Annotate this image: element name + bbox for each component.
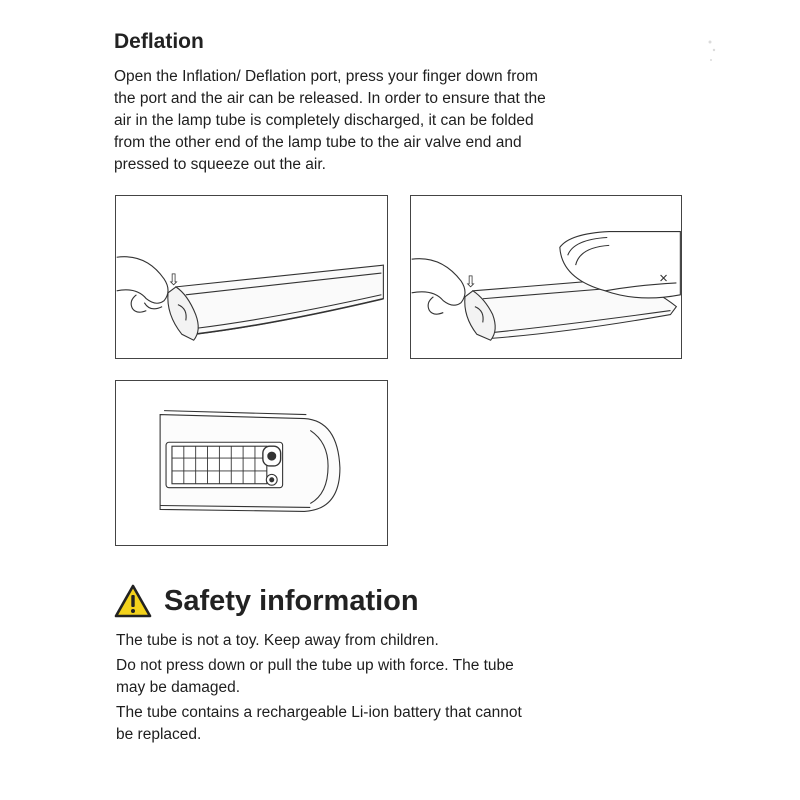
- illustration-folded-tube: [116, 381, 387, 545]
- figure-press-port: [115, 195, 388, 359]
- safety-line: Do not press down or pull the tube up with force. The tube: [116, 657, 514, 674]
- deflation-line: the port and the air can be released. In order to ensure that the: [114, 90, 546, 107]
- safety-header: [114, 584, 419, 618]
- figure-folded-tube: [115, 380, 388, 546]
- deflation-heading: Deflation: [114, 30, 204, 53]
- safety-line: may be damaged.: [116, 679, 241, 696]
- deflation-line: air in the lamp tube is completely discharged, it can be folded: [114, 112, 534, 129]
- safety-line: The tube is not a toy. Keep away from children.: [116, 632, 439, 649]
- warning-triangle-icon: [114, 584, 152, 618]
- safety-line: The tube contains a rechargeable Li-ion battery that cannot: [116, 704, 522, 721]
- illustration-press-port: [116, 196, 387, 358]
- figure-fold-tube: [410, 195, 682, 359]
- illustration-fold-tube: [411, 196, 681, 358]
- safety-title: Safety information: [164, 584, 419, 617]
- safety-item: [116, 702, 586, 746]
- scan-speck: [706, 36, 718, 66]
- safety-item: [116, 655, 586, 699]
- deflation-line: Open the Inflation/ Deflation port, press your finger down from: [114, 68, 538, 85]
- down-arrow-icon: ⇩: [167, 269, 181, 289]
- deflation-line: pressed to squeeze out the air.: [114, 156, 326, 173]
- deflation-line: from the other end of the lamp tube to the air valve end and: [114, 134, 522, 151]
- safety-item: [116, 630, 586, 652]
- deflation-instructions: [114, 66, 594, 176]
- safety-line: be replaced.: [116, 726, 202, 743]
- safety-list: [116, 630, 586, 749]
- down-arrow-icon: ⇩: [464, 271, 478, 291]
